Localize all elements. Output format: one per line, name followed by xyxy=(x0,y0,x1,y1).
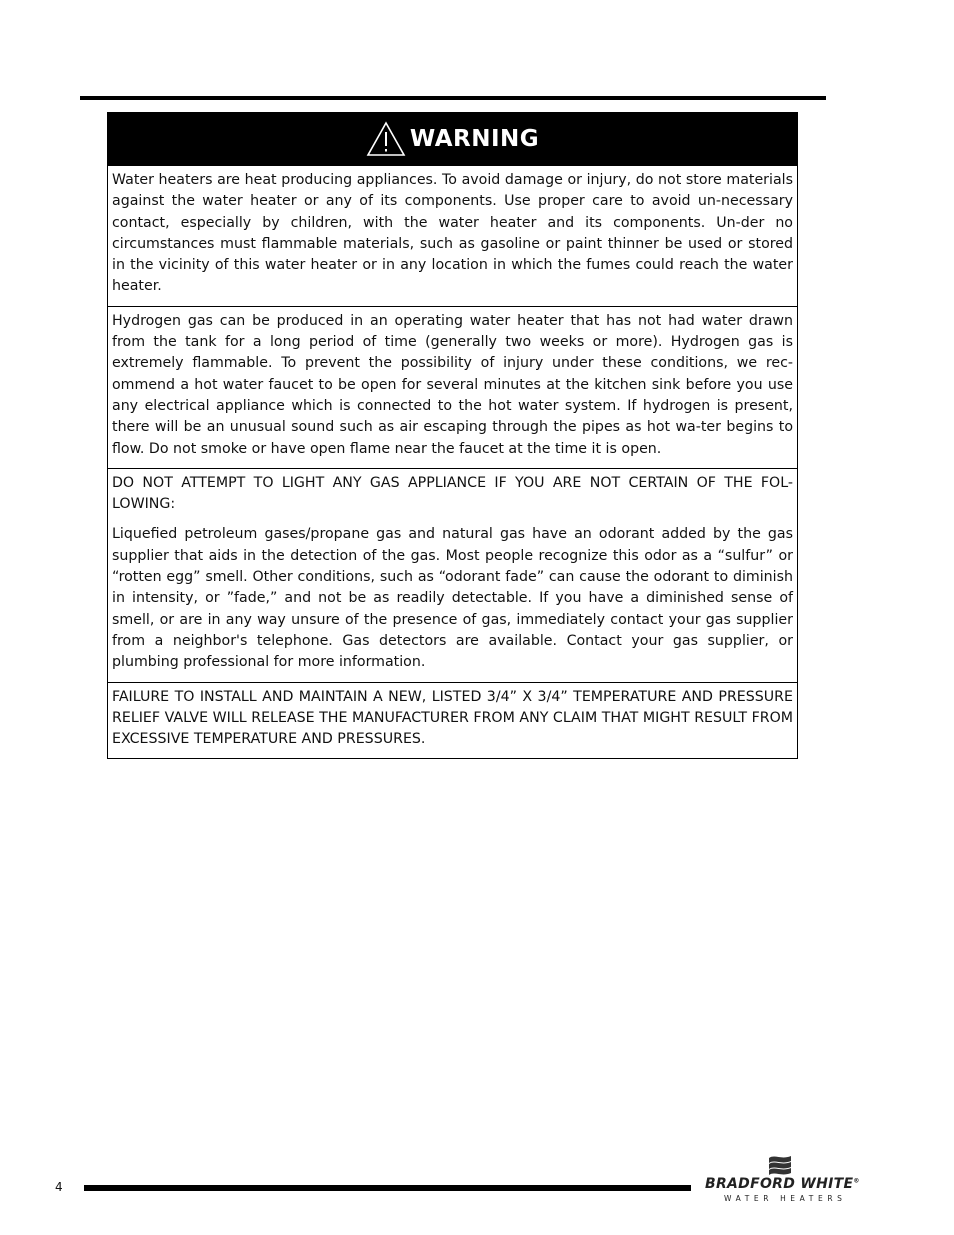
bottom-rule xyxy=(84,1185,691,1191)
logo-brand-text xyxy=(705,1176,860,1192)
warning-section-flammable xyxy=(108,165,797,306)
top-rule xyxy=(80,96,826,100)
warning-section-relief-valve xyxy=(108,682,797,759)
section-paragraph: Hydrogen gas can be produced in an operating water heater that has not had water drawn from the tank for a long period of time (generally two weeks or more). Hydrogen gas is extremely flammable. To prevent the possibility of injury under these conditions, we rec-ommend a hot water faucet to be open for several minutes at the kitchen sink before you use any electrical appliance which is connected to the hot water system. If hydrogen is present, there will be an unusual sound such as air escaping through the pipes as hot wa-ter begins to flow. Do not smoke or have open flame near the faucet at the time it is open. xyxy=(112,312,793,457)
warning-header xyxy=(108,113,797,165)
warning-triangle-icon xyxy=(366,121,406,157)
section-paragraph: FAILURE TO INSTALL AND MAINTAIN A NEW, LISTED 3/4” X 3/4” TEMPERATURE AND PRESSURE RELIEF VALVE WILL RELEASE THE MANUFACTURER FROM ANY CLAIM THAT MIGHT RESULT FROM EXCESSIVE TEMPERATURE AND PRESSURES. xyxy=(112,688,793,748)
logo-subtitle: WATER HEATERS xyxy=(724,1194,847,1203)
section-paragraph: DO NOT ATTEMPT TO LIGHT ANY GAS APPLIANCE IF YOU ARE NOT CERTAIN OF THE FOL-LOWING: xyxy=(112,474,793,513)
warning-section-gas-odor xyxy=(108,468,797,682)
warning-box xyxy=(107,112,798,759)
section-paragraph: Water heaters are heat producing appliances. To avoid damage or injury, do not store materials against the water heater or any of its components. Use proper care to avoid un-necessary contact, especially by children, with the water heater and its components. Un-der no circumstances must flammable materials, such as gasoline or paint thinner be used or stored in the vicinity of this water heater or in any location in which the fumes could reach the water heater. xyxy=(112,172,793,295)
page-number: 4 xyxy=(55,1180,63,1194)
bradford-white-logo xyxy=(700,1152,860,1208)
section-paragraph: Liquefied petroleum gases/propane gas and natural gas have an odorant added by the gas supplier that aids in the detection of the gas. Most people recognize this odor as a “sulfur” or “rotten egg” smell. Other conditions, such as “odorant fade” can cause the odorant to diminish in intensity, or ”fade,” and not be as readily detectable. If you have a diminished sense of smell, or are in any way unsure of the presence of gas, immediately contact your gas supplier from a neighbor's telephone. Gas detectors are available. Contact your gas supplier, or plumbing professional for more information. xyxy=(112,526,793,671)
warning-title: WARNING xyxy=(409,125,540,152)
flag-logo-icon xyxy=(766,1154,794,1176)
logo-brand-name: BRADFORD WHITE xyxy=(705,1176,854,1192)
registered-mark: ® xyxy=(853,1177,860,1185)
warning-section-hydrogen xyxy=(108,306,797,468)
